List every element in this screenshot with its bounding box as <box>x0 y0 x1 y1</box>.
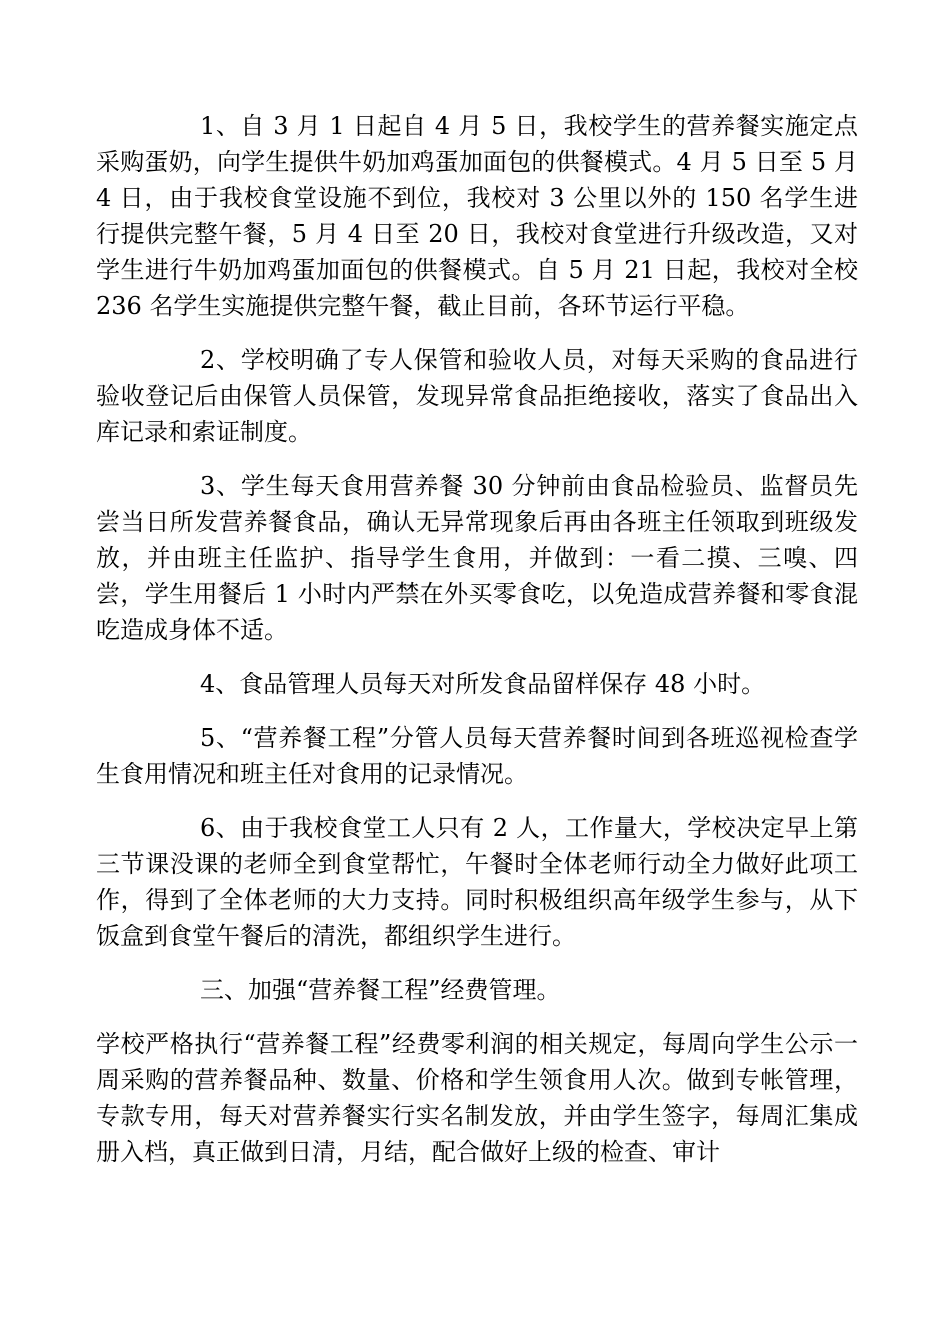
paragraph-funding-management: 学校严格执行“营养餐工程”经费零利润的相关规定，每周向学生公示一周采购的营养餐品种、数量、价格和学生领食用人次。做到专帐管理，专款专用，每天对营养餐实行实名制发放，并由学生签字，每周汇集成册入档，真正做到日清，月结，配合做好上级的检查、审计 <box>96 1030 858 1166</box>
paragraph-item-1: 1、自 3 月 1 日起自 4 月 5 日，我校学生的营养餐实施定点采购蛋奶，向学生提供牛奶加鸡蛋加面包的供餐模式。4 月 5 日至 5 月 4 日，由于我校食堂设施不到位，我校对 3 公里以外的 150 名学生进行提供完整午餐，5 月 4 日至 20 日，我校对食堂进行升级改造，又对学生进行牛奶加鸡蛋加面包的供餐模式。自 5 月 21 日起，我校对全校 236 名学生实施提供完整午餐，截止目前，各环节运行平稳。 <box>96 112 858 320</box>
paragraph-item-2: 2、学校明确了专人保管和验收人员，对每天采购的食品进行验收登记后由保管人员保管，发现异常食品拒绝接收，落实了食品出入库记录和索证制度。 <box>96 346 858 446</box>
paragraph-item-4: 4、食品管理人员每天对所发食品留样保存 48 小时。 <box>200 670 766 698</box>
paragraph-item-3: 3、学生每天食用营养餐 30 分钟前由食品检验员、监督员先尝当日所发营养餐食品，确认无异常现象后再由各班主任领取到班级发放，并由班主任监护、指导学生食用，并做到：一看二摸、三嗅、四尝，学生用餐后 1 小时内严禁在外买零食吃，以免造成营养餐和零食混吃造成身体不适。 <box>96 472 858 644</box>
paragraph-item-5: 5、“营养餐工程”分管人员每天营养餐时间到各班巡视检查学生食用情况和班主任对食用的记录情况。 <box>96 724 858 788</box>
paragraph-item-6: 6、由于我校食堂工人只有 2 人，工作量大，学校决定早上第三节课没课的老师全到食堂帮忙，午餐时全体老师行动全力做好此项工作，得到了全体老师的大力支持。同时积极组织高年级学生参与，从下饭盒到食堂午餐后的清洗，都组织学生进行。 <box>96 814 858 950</box>
document-body <box>96 108 858 1188</box>
section-heading-funding: 三、加强“营养餐工程”经费管理。 <box>200 976 561 1004</box>
